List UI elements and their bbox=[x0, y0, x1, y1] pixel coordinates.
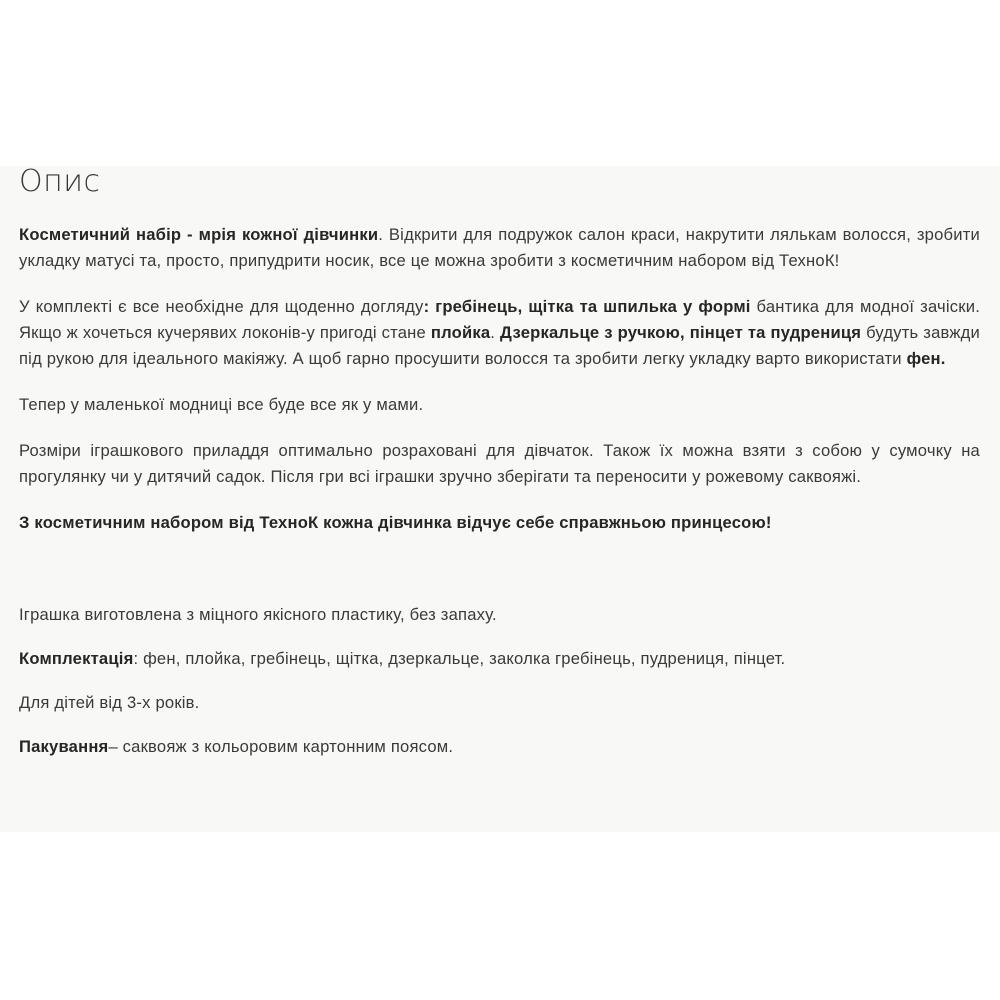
contents-text-3: . bbox=[490, 323, 501, 342]
intro-text: . Відкрити для подружок салон краси, накрутити лялькам волосся, зробити укладку матусі та, просто, припудрити носик, все це можна зробити з косметичним набором від ТехноК! bbox=[19, 225, 980, 270]
paragraph-contents bbox=[19, 294, 980, 372]
contents-bold-4: фен. bbox=[906, 349, 946, 368]
paragraph-like-mom: Тепер у маленької модниці все буде все як у мами. bbox=[19, 395, 424, 414]
paragraph-princess bbox=[19, 510, 980, 536]
contents-text-2: бантика для модної зачіски. Якщо ж хочеться кучерявих локонів-у пригоді стане bbox=[19, 297, 980, 342]
description-panel bbox=[0, 166, 1000, 832]
paragraph-age: Для дітей від 3-х років. bbox=[19, 693, 200, 712]
intro-bold: Косметичний набір - мрія кожної дівчинки bbox=[19, 225, 379, 244]
section-title: Опис bbox=[19, 166, 101, 199]
contents-bold-3: Дзеркальце з ручкою, пінцет та пудрениця bbox=[500, 323, 862, 342]
paragraph-sizes: Розміри іграшкового приладдя оптимально розраховані для дівчаток. Також їх можна взяти з собою у сумочку на прогулянку чи у дитячий садок. Після гри всі іграшки зручно зберігати та переносити у рожевому саквояжі. bbox=[19, 441, 980, 486]
paragraph-material: Іграшка виготовлена з міцного якісного пластику, без запаху. bbox=[19, 605, 497, 624]
packaging-text: – саквояж з кольоровим картонним поясом. bbox=[108, 737, 454, 756]
set-label: Комплектація bbox=[19, 649, 134, 668]
paragraph-intro bbox=[19, 222, 980, 274]
contents-text-4: будуть завжди під рукою для ідеального макіяжу. А щоб гарно просушити волосся та зробити легку укладку варто використати bbox=[19, 323, 981, 368]
princess-bold: З косметичним набором від ТехноК кожна дівчинка відчує себе справжньою принцесою! bbox=[19, 513, 772, 532]
set-text: : фен, плойка, гребінець, щітка, дзеркальце, заколка гребінець, пудрениця, пінцет. bbox=[133, 649, 786, 668]
paragraph-packaging bbox=[19, 734, 980, 760]
contents-bold-2: плойка bbox=[430, 323, 491, 342]
packaging-label: Пакування bbox=[19, 737, 109, 756]
paragraph-set bbox=[19, 646, 980, 672]
contents-text-1: У комплекті є все необхідне для щоденно догляду bbox=[19, 297, 424, 316]
contents-bold-1: : гребінець, щітка та шпилька у формі bbox=[423, 297, 751, 316]
